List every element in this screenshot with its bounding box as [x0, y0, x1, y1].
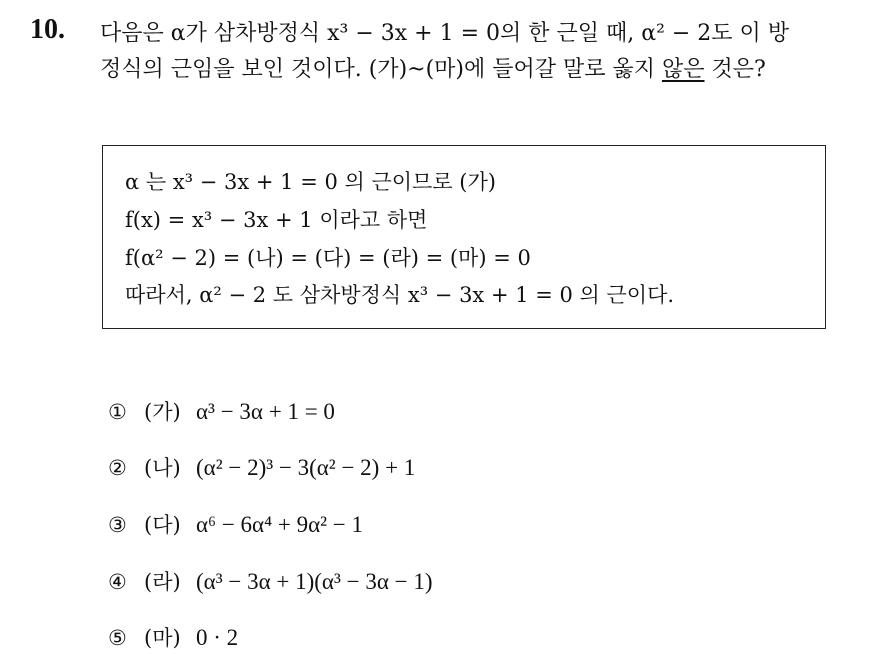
underlined-negation: 않은	[662, 57, 705, 82]
question-text-line-2-start: 정식의 근임을 보인 것이다. (가)~(마)에 들어갈 말로 옳지	[100, 57, 662, 82]
proof-line-1: α 는 x³ − 3x + 1 = 0 의 근이므로 (가)	[125, 170, 496, 194]
choice-expression-3: α⁶ − 6α⁴ + 9α² − 1	[196, 512, 363, 537]
choice-3[interactable]	[108, 509, 363, 539]
choice-expression-1: α³ − 3α + 1 = 0	[196, 399, 335, 424]
choice-tag-4: (라)	[144, 570, 181, 594]
choice-number-2: ②	[108, 456, 127, 480]
question-text-line-1: 다음은 α가 삼차방정식 x³ − 3x + 1 = 0의 한 근일 때, α² − 2도 이 방	[100, 21, 790, 46]
choice-tag-5: (마)	[144, 626, 181, 650]
choice-tag-1: (가)	[144, 400, 181, 424]
question-text-line-2	[100, 52, 766, 83]
choice-5[interactable]	[108, 622, 238, 652]
choice-2[interactable]	[108, 452, 415, 482]
choice-number-3: ③	[108, 513, 127, 537]
choice-4[interactable]	[108, 566, 433, 596]
choice-number-1: ①	[108, 400, 127, 424]
choice-tag-3: (다)	[144, 513, 181, 537]
choice-number-4: ④	[108, 570, 127, 594]
proof-line-2: f(x) = x³ − 3x + 1 이라고 하면	[125, 208, 428, 232]
choice-expression-5: 0 · 2	[196, 625, 239, 650]
choice-expression-2: (α² − 2)³ − 3(α² − 2) + 1	[196, 455, 416, 480]
proof-line-4: 따라서, α² − 2 도 삼차방정식 x³ − 3x + 1 = 0 의 근이다.	[125, 283, 675, 307]
choice-tag-2: (나)	[144, 456, 181, 480]
choice-number-5: ⑤	[108, 626, 127, 650]
question-number: 10.	[30, 14, 65, 45]
proof-box	[102, 145, 826, 329]
proof-line-3: f(α² − 2) = (나) = (다) = (라) = (마) = 0	[125, 246, 531, 270]
choice-expression-4: (α³ − 3α + 1)(α³ − 3α − 1)	[196, 569, 433, 594]
question-text-line-2-end: 것은?	[704, 57, 766, 82]
choice-1[interactable]	[108, 396, 335, 426]
